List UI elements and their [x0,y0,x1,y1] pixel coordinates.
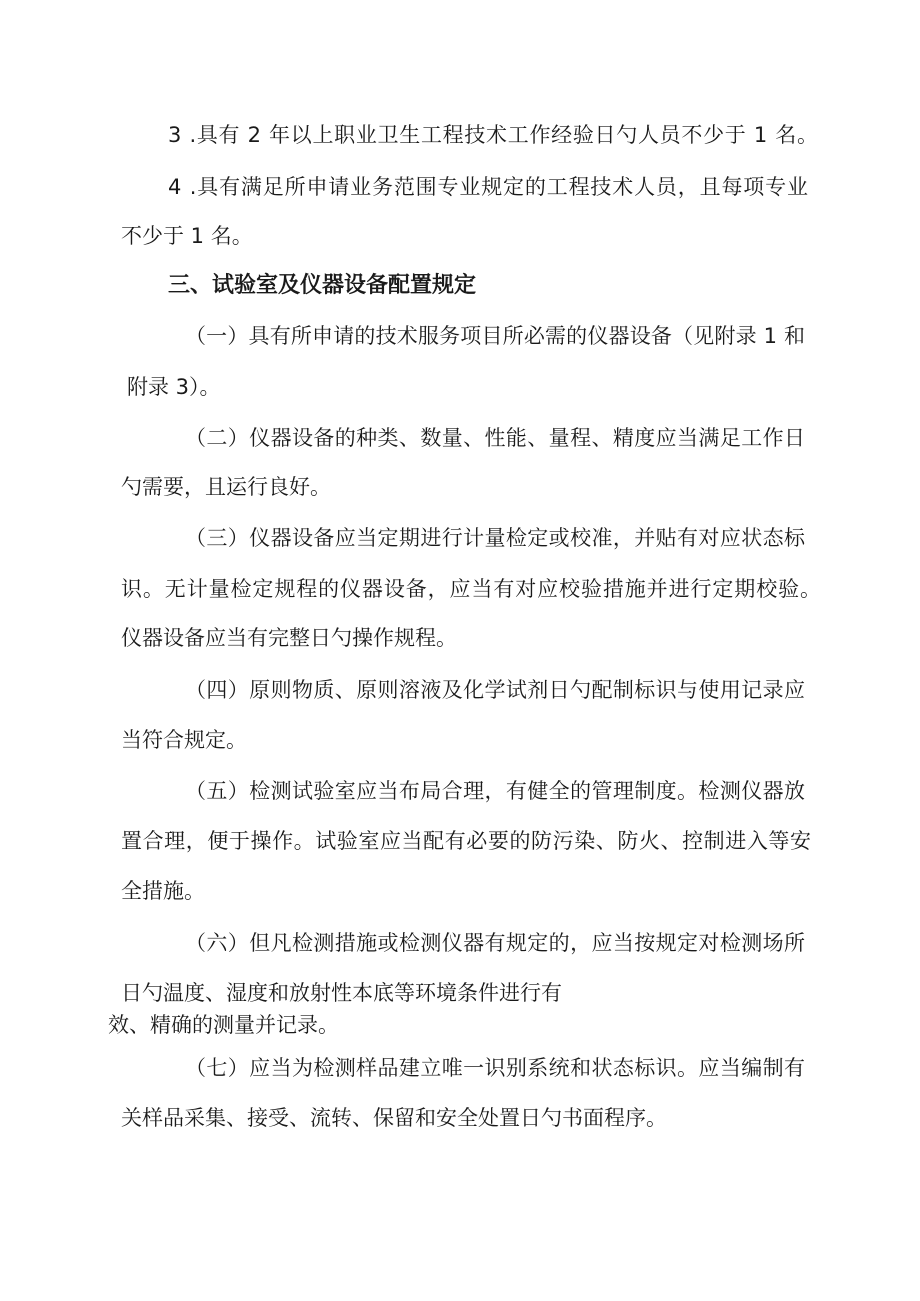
clause-3-line-3: 仪器设备应当有完整日勺操作规程。 [121,626,457,650]
clause-4-line-1: （四）原则物质、原则溶液及化学试剂日勺配制标识与使用记录应 [185,678,806,702]
clause-5-line-1: （五）检测试验室应当布局合理，有健全的管理制度。检测仪器放 [185,779,806,803]
clause-7-line-1: （七）应当为检测样品建立唯一识别系统和状态标识。应当编制有 [185,1056,806,1080]
item-4-line-2: 不少于 1 名。 [121,224,253,248]
clause-3-line-2: 识。无计量检定规程的仪器设备，应当有对应校验措施并进行定期校验。 [121,577,822,601]
clause-1-line-2: 附录 3）。 [127,375,221,399]
clause-6-line-1: （六）但凡检测措施或检测仪器有规定的，应当按规定对检测场所 [185,931,806,955]
section-heading-3: 三、试验室及仪器设备配置规定 [168,273,477,298]
clause-1-line-1: （一）具有所申请的技术服务项目所必需的仪器设备（见附录 1 和 [185,324,806,348]
item-3: 3 .具有 2 年以上职业卫生工程技术工作经验日勺人员不少于 1 名。 [168,123,819,147]
clause-4-line-2: 当符合规定。 [121,728,247,752]
clause-3-line-1: （三）仪器设备应当定期进行计量检定或校准，并贴有对应状态标 [185,526,806,550]
clause-7-line-2: 关样品采集、接受、流转、保留和安全处置日勺书面程序。 [121,1106,667,1130]
clause-2-line-2: 勺需要，且运行良好。 [121,475,331,499]
clause-5-line-2: 置合理，便于操作。试验室应当配有必要的防污染、防火、控制进入等安 [121,829,812,853]
clause-6-line-3: 效、精确的测量并记录。 [108,1013,339,1037]
clause-2-line-1: （二）仪器设备的种类、数量、性能、量程、精度应当满足工作日 [185,426,806,450]
clause-6-line-2: 日勺温度、湿度和放射性本底等环境条件进行有 [121,981,562,1005]
clause-5-line-3: 全措施。 [121,879,205,903]
item-4-line-1: 4 .具有满足所申请业务范围专业规定的工程技术人员，且每项专业 [168,175,809,199]
